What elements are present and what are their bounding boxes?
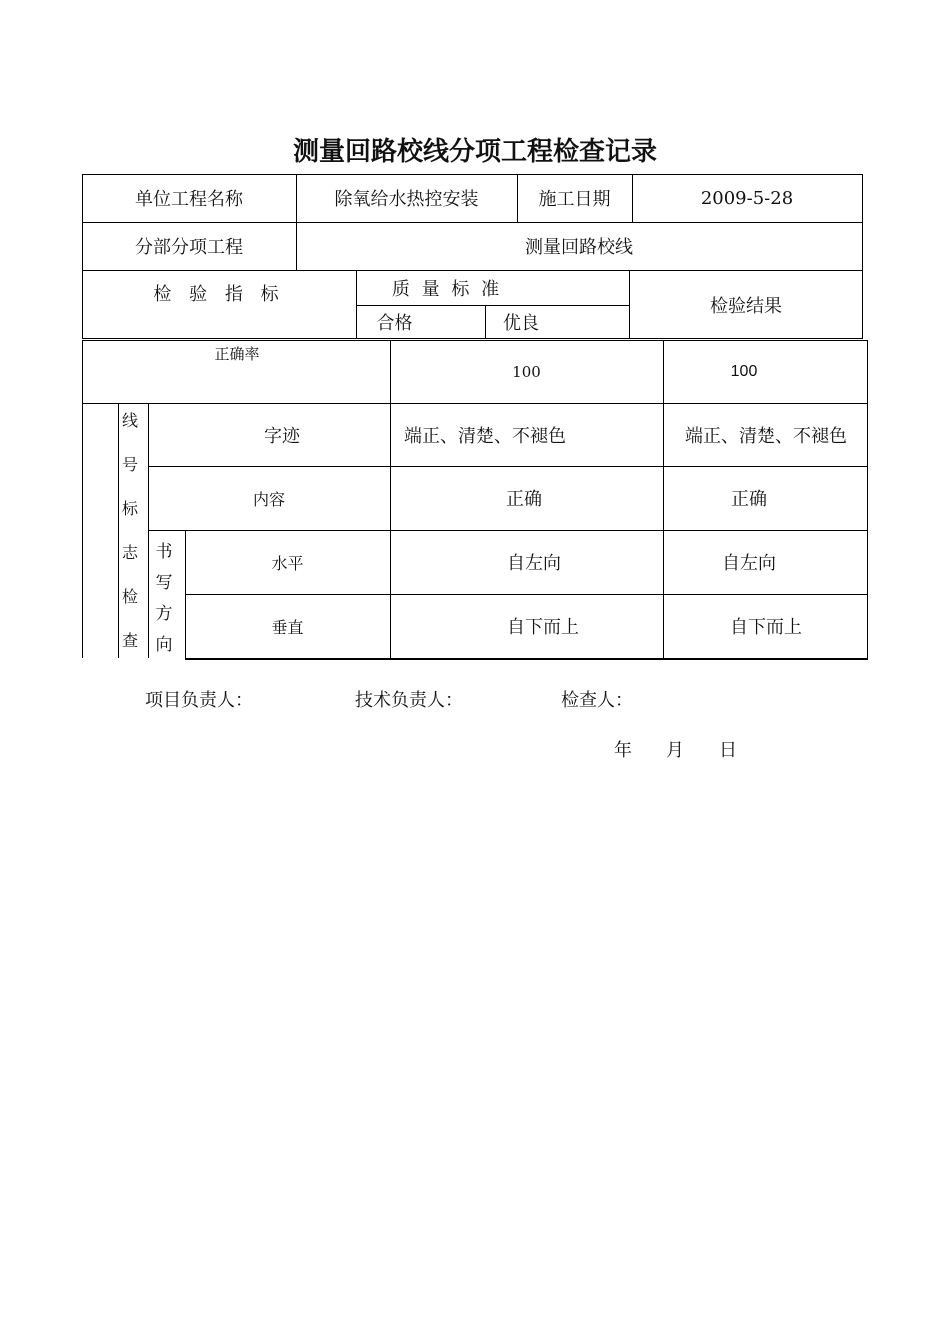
- construction-date-value: 2009-5-28: [700, 187, 794, 209]
- horizontal-standard: 自左向: [507, 553, 561, 574]
- date-year-label: 年: [614, 740, 632, 761]
- content-standard: 正确: [506, 489, 542, 510]
- unit-project-value: 除氧给水热控安装: [334, 189, 479, 210]
- group-label-char: 志: [121, 543, 138, 562]
- direction-label-char: 写: [155, 573, 173, 593]
- group-label-char: 号: [121, 455, 138, 474]
- excellent-column-header: 优良: [503, 313, 539, 334]
- qualified-column-header: 合格: [376, 313, 413, 334]
- date-day-label: 日: [719, 740, 737, 761]
- unit-project-label: 单位工程名称: [135, 189, 243, 210]
- accuracy-result: 100: [730, 362, 758, 380]
- accuracy-label: 正确率: [214, 344, 260, 363]
- tech-leader-label: 技术负责人：: [355, 690, 463, 711]
- handwriting-standard: 端正、清楚、不褪色: [404, 425, 566, 447]
- writing-direction-label: [152, 537, 176, 661]
- quality-standard-column-header: 质 量 标 准: [391, 278, 503, 300]
- date-month-label: 月: [666, 740, 684, 761]
- content-label: 内容: [252, 489, 285, 509]
- accuracy-standard: 100: [512, 362, 541, 381]
- horizontal-label: 水平: [271, 553, 304, 573]
- group-label-char: 标: [121, 499, 138, 518]
- horizontal-result: 自左向: [722, 553, 776, 574]
- vertical-result: 自下而上: [730, 617, 802, 638]
- result-column-header: 检验结果: [710, 295, 782, 317]
- direction-label-char: 方: [155, 604, 173, 624]
- direction-label-char: 向: [155, 635, 173, 655]
- content-result: 正确: [731, 489, 767, 510]
- marking-check-group-label: [120, 408, 140, 658]
- group-label-char: 查: [121, 631, 138, 650]
- direction-label-char: 书: [155, 542, 173, 562]
- vertical-label: 垂直: [271, 617, 304, 637]
- construction-date-label: 施工日期: [538, 189, 611, 210]
- sub-project-value: 测量回路校线: [525, 237, 633, 258]
- indicator-column-header: 检 验 指 标: [153, 283, 285, 305]
- project-leader-label: 项目负责人：: [145, 690, 253, 711]
- sub-project-label: 分部分项工程: [135, 237, 243, 258]
- group-label-char: 检: [121, 587, 138, 606]
- inspector-label: 检查人：: [561, 690, 633, 711]
- page-title: 测量回路校线分项工程检查记录: [292, 137, 657, 167]
- group-label-char: 线: [121, 411, 138, 430]
- handwriting-result: 端正、清楚、不褪色: [685, 425, 847, 447]
- vertical-standard: 自下而上: [507, 617, 579, 638]
- handwriting-label: 字迹: [264, 425, 300, 447]
